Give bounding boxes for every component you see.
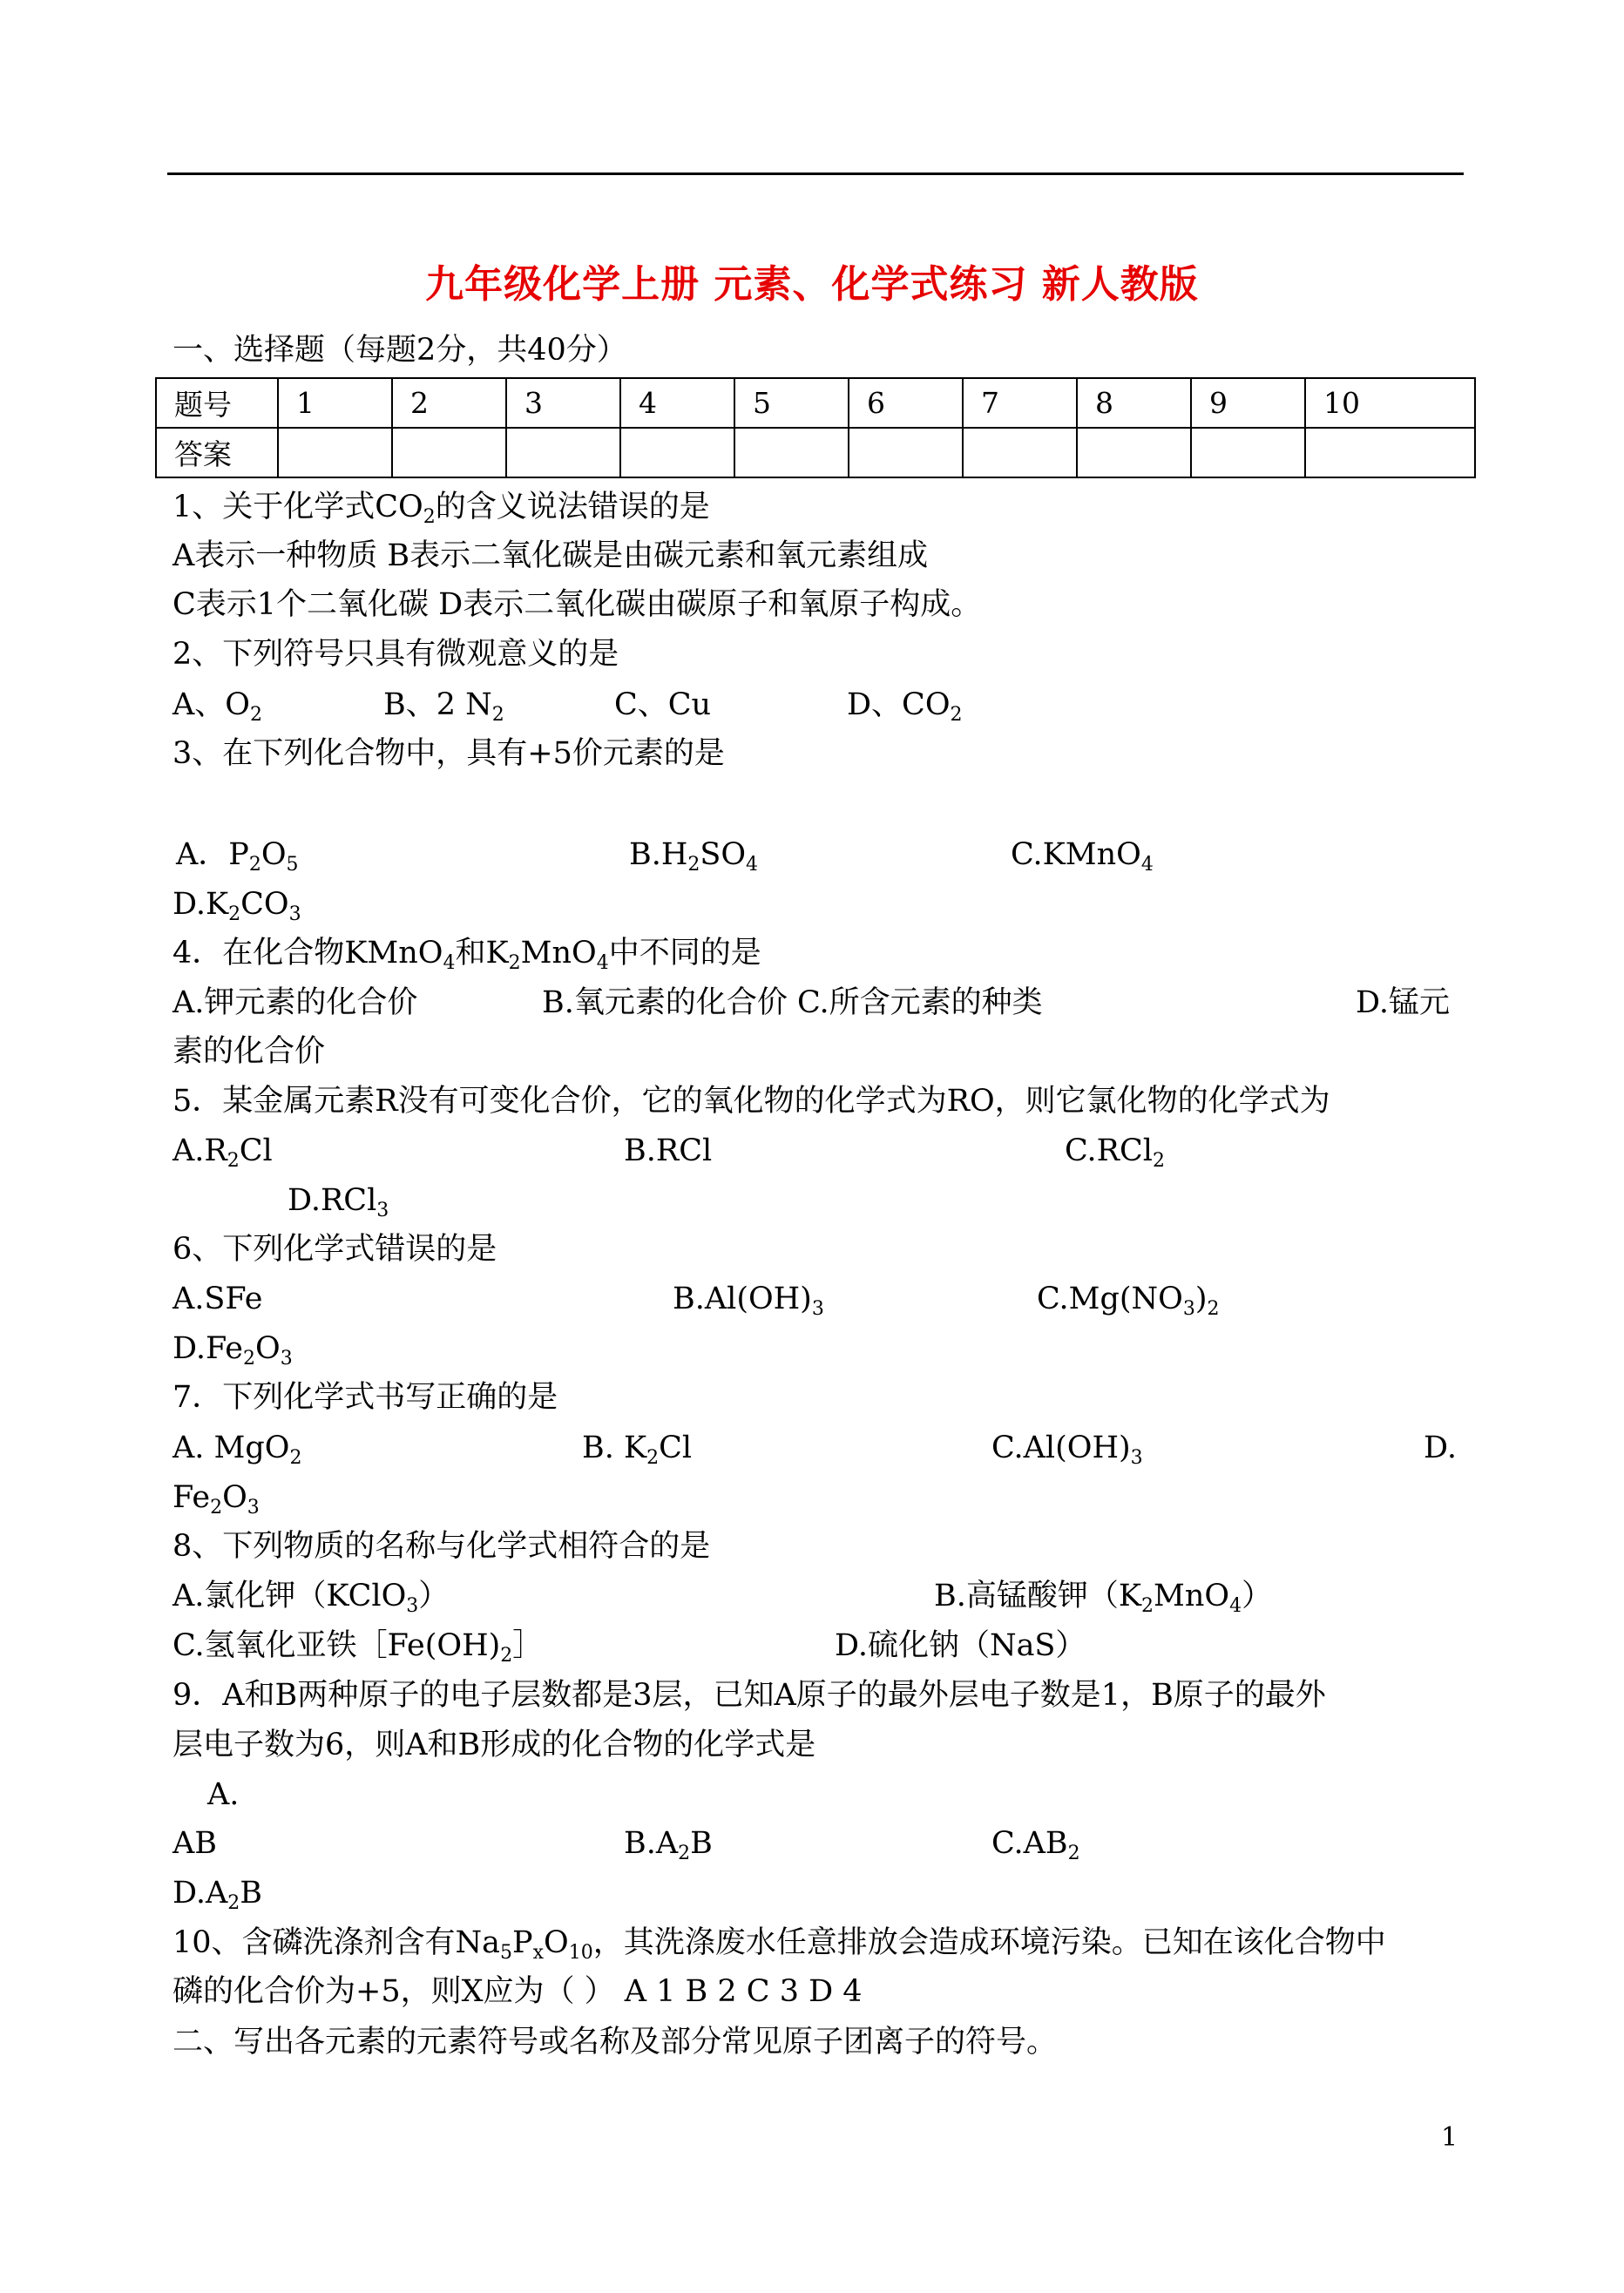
answer-cell[interactable]: [506, 428, 620, 477]
question-3-stem: 3、在下列化合物中，具有+5价元素的是: [173, 736, 725, 771]
question-9-option-b: $B.A_2B$: [624, 1826, 713, 1864]
question-2-option-a: A、$O_2$: [173, 687, 262, 726]
row-label: 题号: [156, 378, 278, 428]
table-row: [156, 428, 1475, 477]
question-6-option-c: $C.Mg(NO_3)_2$: [1037, 1282, 1220, 1320]
question-1-options-line-2: C表示1个二氧化碳 D表示二氧化碳由碳原子和氧原子构成。: [173, 587, 982, 622]
question-number: 5: [734, 378, 849, 428]
question-2-option-c: C、Cu: [614, 687, 712, 722]
question-7-option-d: D.: [1424, 1431, 1457, 1465]
question-number: 1: [278, 378, 392, 428]
question-7-option-a: A. MgO$_2$: [173, 1431, 302, 1469]
question-4-stem: 4．在化合物KMnO$_4$和$K_2MnO_4$中不同的是: [173, 936, 761, 974]
page-number: 1: [1441, 2122, 1458, 2153]
question-8-option-d: D.硫化钠（NaS）: [835, 1628, 1086, 1663]
question-number: 3: [506, 378, 620, 428]
question-number: 8: [1077, 378, 1191, 428]
question-7-option-c: $C.Al(OH)_3$: [991, 1431, 1143, 1469]
question-6-option-a: A.SFe: [173, 1282, 263, 1316]
question-7-stem: 7．下列化学式书写正确的是: [173, 1380, 558, 1415]
question-9-option-a: A.: [207, 1777, 240, 1812]
question-5-stem: 5．某金属元素R没有可变化合价，它的氧化物的化学式为RO，则它氯化物的化学式为: [173, 1084, 1330, 1119]
question-number: 6: [849, 378, 963, 428]
answer-cell[interactable]: [849, 428, 963, 477]
question-10-stem-line-2: 磷的化合价为+5，则X应为（ ） A 1 B 2 C 3 D 4: [173, 1974, 863, 2009]
question-6-stem: 6、下列化学式错误的是: [173, 1232, 497, 1267]
table-row: [156, 378, 1475, 428]
question-7-option-b: B. $K_2Cl$: [582, 1431, 693, 1469]
section-2-heading: 二、写出各元素的元素符号或名称及部分常见原子团离子的符号。: [173, 2025, 1058, 2060]
answer-cell[interactable]: [1077, 428, 1191, 477]
question-number: 10: [1305, 378, 1475, 428]
question-number: 9: [1191, 378, 1305, 428]
question-3-option-c: C.KMnO$_4$: [1011, 837, 1154, 876]
question-3-option-a: A．$P_2O_5$: [176, 837, 299, 876]
question-9-option-c: $C.AB_2$: [991, 1826, 1080, 1864]
question-10-stem-line-1: 10、含磷洗涤剂含有$Na_5P_xO_{10}$，其洗涤废水任意排放会造成环境污染。已知在该化合物中: [173, 1925, 1386, 1964]
question-4-option-d-continued: 素的化合价: [173, 1034, 326, 1069]
question-2-stem: 2、下列符号只具有微观意义的是: [173, 637, 619, 672]
question-9-option-a-value: AB: [173, 1826, 217, 1861]
question-9-option-d: $D.A_2B$: [173, 1876, 262, 1914]
question-5-option-d: D.RCl$_3$: [288, 1183, 389, 1221]
answer-cell[interactable]: [1305, 428, 1475, 477]
question-2-option-d: D、$CO_2$: [847, 687, 963, 726]
question-5-option-a: $A.R_2Cl$: [173, 1133, 273, 1172]
page-title: 九年级化学上册 元素、化学式练习 新人教版: [425, 262, 1199, 307]
answer-cell[interactable]: [620, 428, 734, 477]
question-4-options-bc: B.氧元素的化合价 C.所含元素的种类: [542, 985, 1043, 1020]
question-number: 2: [392, 378, 506, 428]
section-1-heading: 一、选择题（每题2分，共40分）: [173, 333, 627, 368]
question-3-option-b: $B.H_2SO_4$: [629, 837, 759, 876]
question-4-option-d: D.锰元: [1356, 985, 1450, 1020]
question-2-option-b: B、2 $N_2$: [383, 687, 504, 726]
answer-cell[interactable]: [278, 428, 392, 477]
question-6-option-d: $D.Fe_2O_3$: [173, 1331, 293, 1370]
question-1-stem: 1、关于化学式$CO_2$的含义说法错误的是: [173, 490, 710, 528]
question-9-stem-line-2: 层电子数为6，则A和B形成的化合物的化学式是: [173, 1728, 816, 1762]
answer-cell[interactable]: [963, 428, 1077, 477]
answer-table: [155, 377, 1476, 478]
header-rule: [167, 172, 1464, 175]
question-8-option-b: B.高锰酸钾$(K_2MnO_4)$: [934, 1579, 1273, 1617]
question-8-stem: 8、下列物质的名称与化学式相符合的是: [173, 1529, 711, 1564]
question-6-option-b: $B.Al(OH)_3$: [673, 1282, 824, 1320]
answer-cell[interactable]: [734, 428, 849, 477]
question-5-option-b: B.RCl: [624, 1133, 713, 1168]
answer-cell[interactable]: [392, 428, 506, 477]
answer-cell[interactable]: [1191, 428, 1305, 477]
question-4-option-a: A.钾元素的化合价: [173, 985, 418, 1020]
question-7-option-d-formula: $Fe_2O_3$: [173, 1480, 260, 1519]
question-9-stem-line-1: 9．A和B两种原子的电子层数都是3层，已知A原子的最外层电子数是1，B原子的最外: [173, 1678, 1326, 1713]
question-1-options-line-1: A表示一种物质 B表示二氧化碳是由碳元素和氧元素组成: [173, 538, 929, 573]
question-8-option-a: A.氯化钾（KClO$_3$）: [173, 1579, 450, 1617]
question-number: 4: [620, 378, 734, 428]
row-label: 答案: [156, 428, 278, 477]
question-3-option-d: $D.K_2CO_3$: [173, 887, 301, 925]
question-number: 7: [963, 378, 1077, 428]
question-8-option-c: C.氢氧化亚铁$[Fe(OH)_2]$: [173, 1628, 544, 1667]
question-5-option-c: C.RCl$_2$: [1065, 1133, 1165, 1172]
